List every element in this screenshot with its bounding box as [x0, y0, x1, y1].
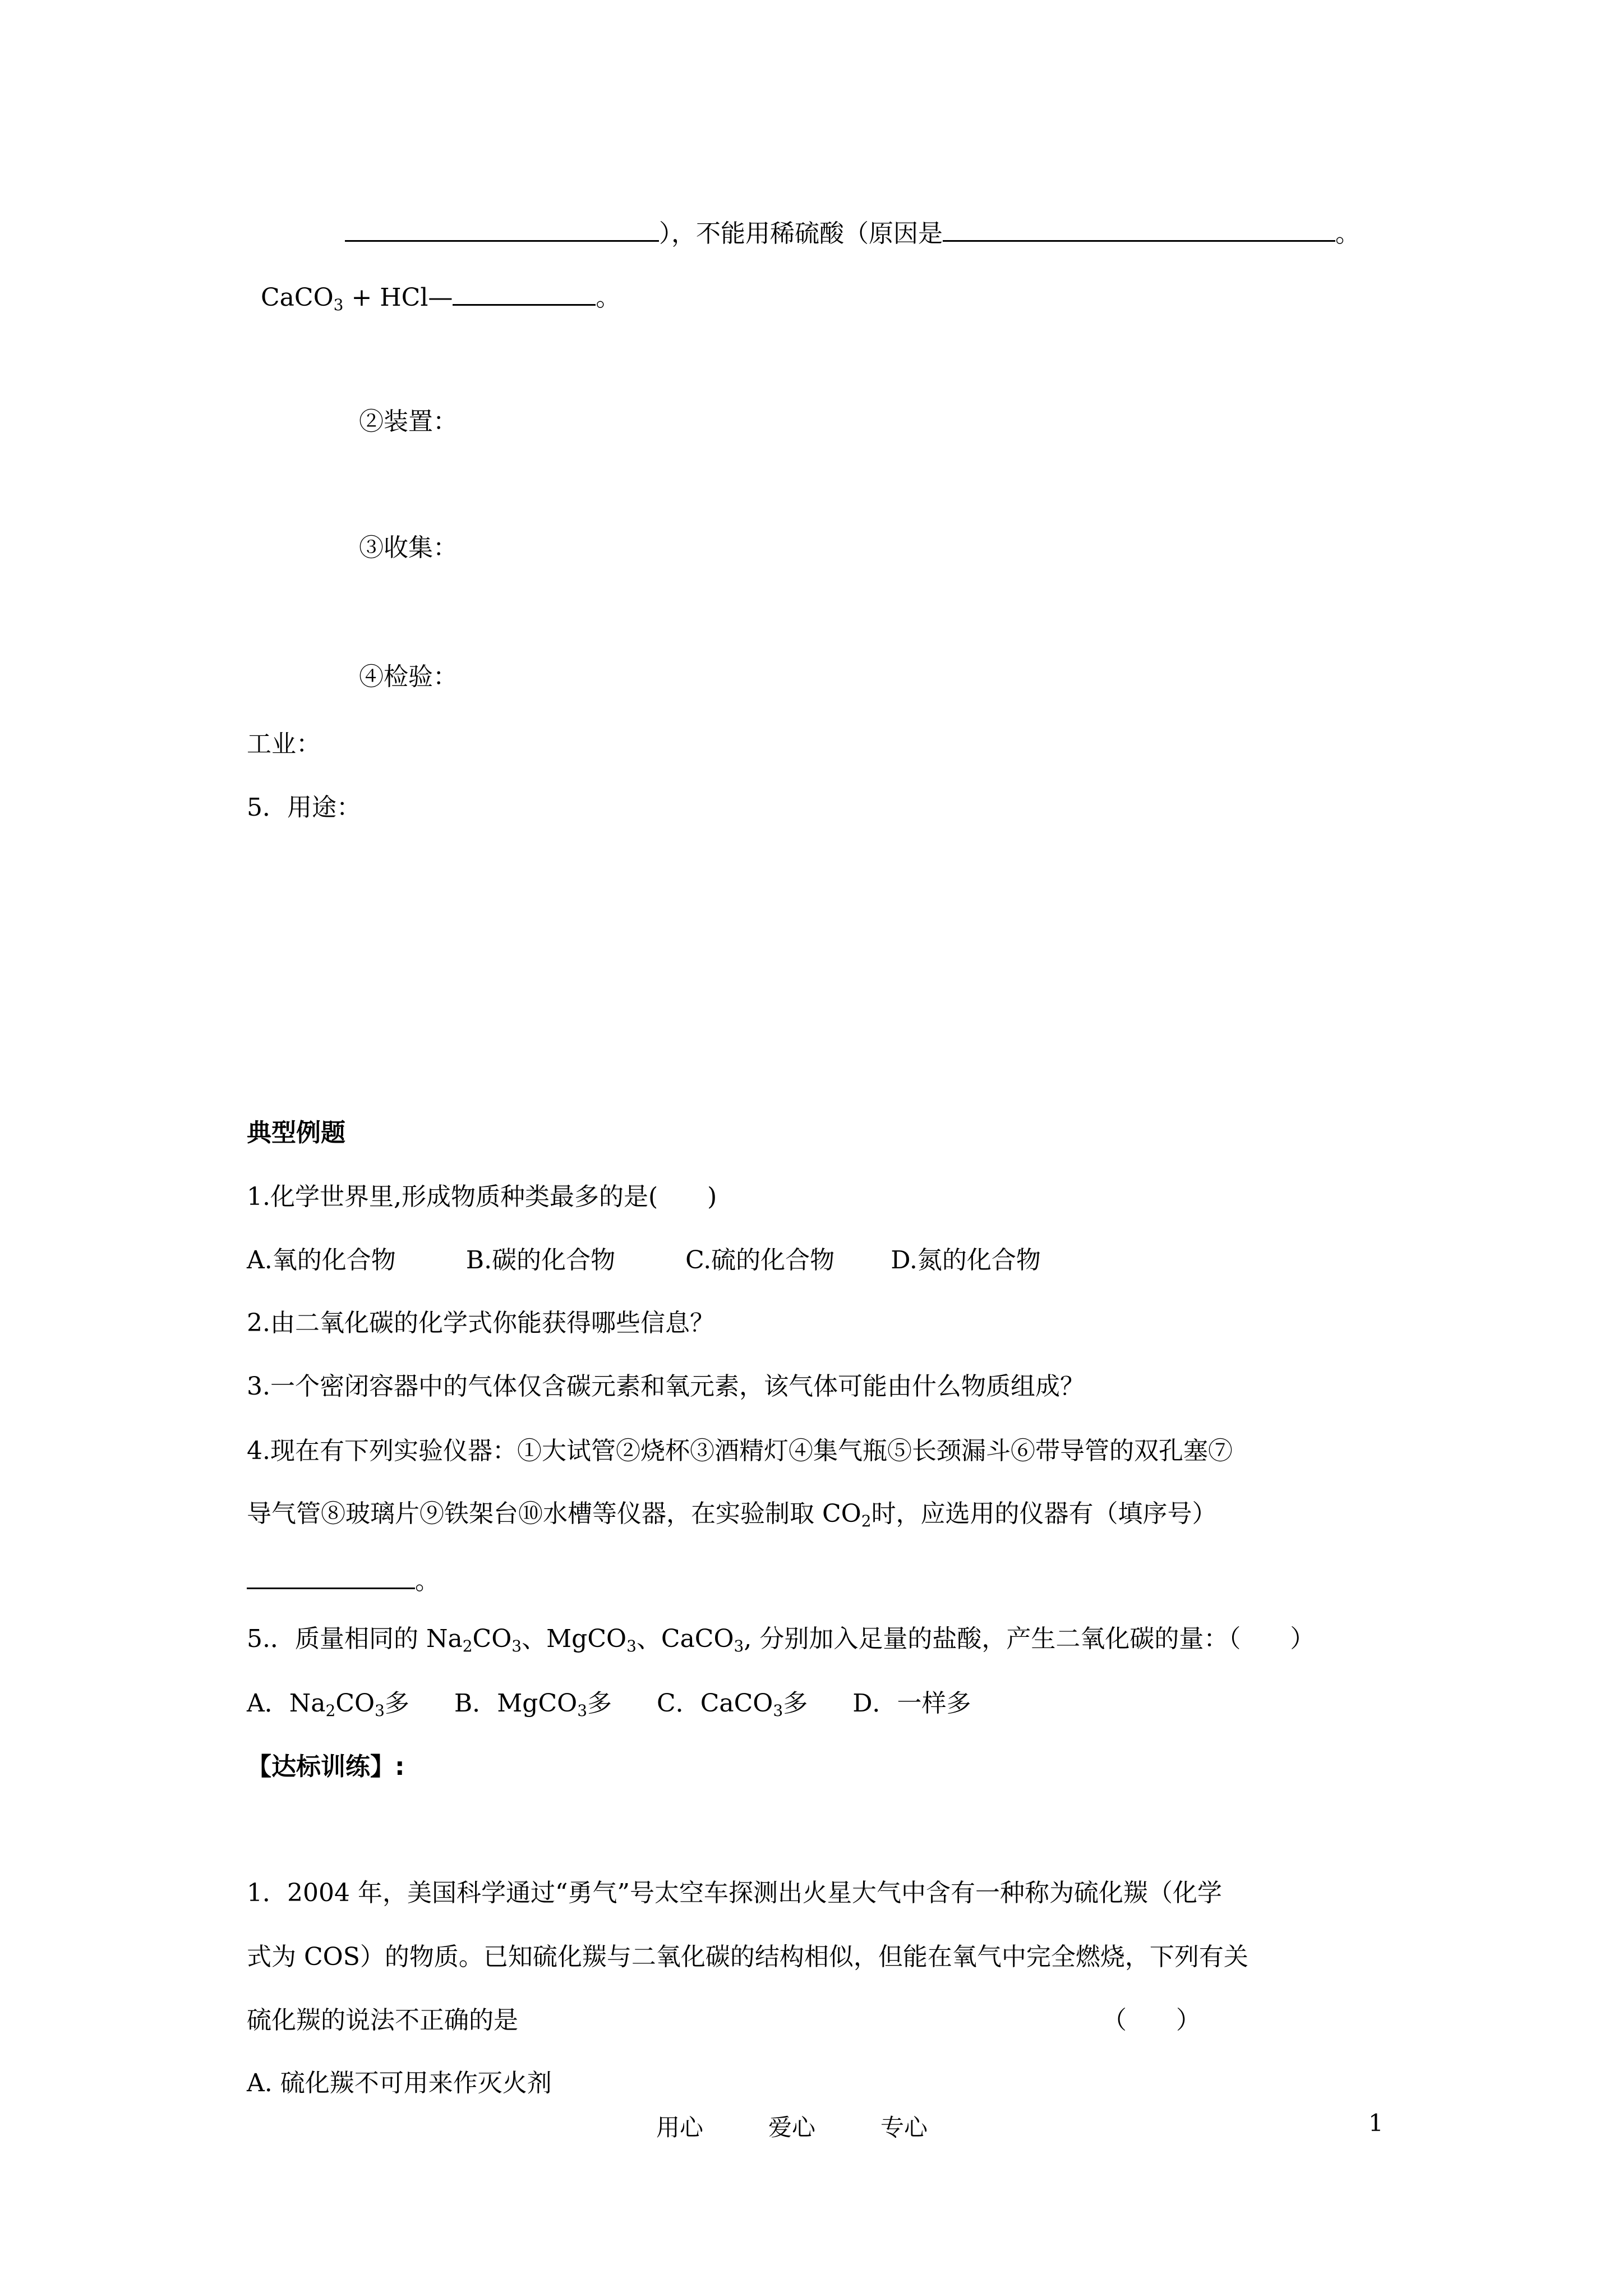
practice-1-line3: 硫化羰的说法不正确的是: [247, 2006, 518, 2035]
footer-motto-3: 专心: [880, 2114, 928, 2141]
text-period: 。: [1335, 219, 1360, 248]
footer-motto-2: 爱心: [768, 2114, 816, 2141]
question-2: 2.由二氧化碳的化学式你能获得哪些信息？: [247, 1309, 714, 1337]
q5-option-d[interactable]: D．一样多: [852, 1689, 971, 1718]
line-reaction: [261, 282, 621, 314]
q5-text-e: , 分别加入足量的盐酸，产生二氧化碳的量：（ ）: [744, 1625, 1315, 1653]
blank-reason-2[interactable]: [943, 218, 1335, 242]
practice-1-option-a[interactable]: A. 硫化羰不可用来作灭火剂: [247, 2069, 552, 2097]
q5-sub1: 2: [462, 1637, 473, 1655]
practice-1-answer-paren[interactable]: （ ）: [1102, 2006, 1201, 2035]
q4-text-b: 时，应选用的仪器有（填序号）: [871, 1499, 1217, 1528]
q5-option-c-more: 多: [783, 1689, 808, 1718]
line-reagent-note: [345, 218, 1360, 246]
q5-option-a-sub2: 3: [375, 1701, 385, 1720]
question-5: [247, 1625, 1315, 1655]
question-1-options: [247, 1248, 1041, 1273]
q5-option-a-more: 多: [384, 1689, 409, 1718]
blank-reason-1[interactable]: [345, 218, 659, 242]
q4-sub: 2: [861, 1512, 872, 1530]
q5-option-a-co: CO: [335, 1689, 375, 1718]
label-use: 5．用途：: [247, 793, 361, 822]
reaction-hcl: + HCl—: [343, 283, 453, 312]
q5-text-a: 5.．质量相同的 Na: [247, 1625, 463, 1653]
heading-practice: 【达标训练】:: [247, 1752, 405, 1781]
q5-option-a-text: A．Na: [247, 1689, 326, 1718]
question-1: 1.化学世界里,形成物质种类最多的是( ): [247, 1182, 717, 1211]
question-3: 3.一个密闭容器中的气体仅含碳元素和氧元素，该气体可能由什么物质组成？: [247, 1372, 1085, 1401]
q5-option-a[interactable]: [247, 1689, 409, 1718]
blank-reaction-product[interactable]: [453, 282, 596, 306]
option-d[interactable]: D.氮的化合物: [891, 1246, 1041, 1274]
q5-option-b-sub: 3: [577, 1701, 588, 1720]
q5-option-c[interactable]: [657, 1689, 808, 1718]
q5-option-a-sub1: 2: [325, 1701, 336, 1720]
question-4-line1: 4.现在有下列实验仪器：①大试管②烧杯③酒精灯④集气瓶⑤长颈漏斗⑥带导管的双孔塞⑦: [247, 1437, 1233, 1465]
question-5-options: [247, 1689, 971, 1720]
q5-text-b: CO: [472, 1625, 512, 1653]
practice-1-line2: 式为 COS）的物质。已知硫化羰与二氧化碳的结构相似，但能在氧气中完全燃烧，下列有关: [247, 1943, 1248, 1971]
q4-period: 。: [415, 1567, 440, 1595]
q5-text-c: 、MgCO: [522, 1625, 627, 1653]
q5-option-b[interactable]: [454, 1689, 612, 1718]
q5-sub3: 3: [626, 1637, 637, 1655]
option-b[interactable]: B.碳的化合物: [465, 1246, 616, 1274]
label-test: ④检验：: [359, 662, 458, 691]
q4-text-a: 导气管⑧玻璃片⑨铁架台⑩水槽等仪器，在实验制取 CO: [247, 1499, 861, 1528]
page-number: 1: [1368, 2109, 1384, 2137]
q5-option-b-text: B．MgCO: [454, 1689, 578, 1718]
q5-text-d: 、CaCO: [636, 1625, 734, 1653]
option-c[interactable]: C.硫的化合物: [685, 1246, 835, 1274]
question-4-line2: [247, 1499, 1217, 1530]
label-collect: ③收集：: [359, 533, 458, 562]
reaction-period: 。: [596, 283, 621, 312]
reaction-sub: 3: [333, 296, 344, 314]
label-industry: 工业：: [247, 730, 321, 758]
q5-option-c-sub: 3: [773, 1701, 783, 1720]
footer-motto-1: 用心: [656, 2114, 704, 2141]
practice-1-line1: 1．2004 年，美国科学通过“勇气”号太空车探测出火星大气中含有一种称为硫化羰（化学: [247, 1879, 1222, 1907]
text-no-dilute-sulfuric: ），不能用稀硫酸（原因是: [659, 219, 943, 248]
option-a[interactable]: A.氧的化合物: [247, 1246, 396, 1274]
q5-sub2: 3: [511, 1637, 522, 1655]
q5-option-b-more: 多: [587, 1689, 612, 1718]
blank-q4-answer[interactable]: [247, 1565, 415, 1589]
q5-sub4: 3: [734, 1637, 744, 1655]
label-device: ②装置：: [359, 407, 458, 436]
question-4-line3: [247, 1565, 440, 1594]
reaction-caco: CaCO: [261, 283, 334, 312]
q5-option-c-text: C．CaCO: [657, 1689, 773, 1718]
heading-examples: 典型例题: [247, 1119, 345, 1147]
